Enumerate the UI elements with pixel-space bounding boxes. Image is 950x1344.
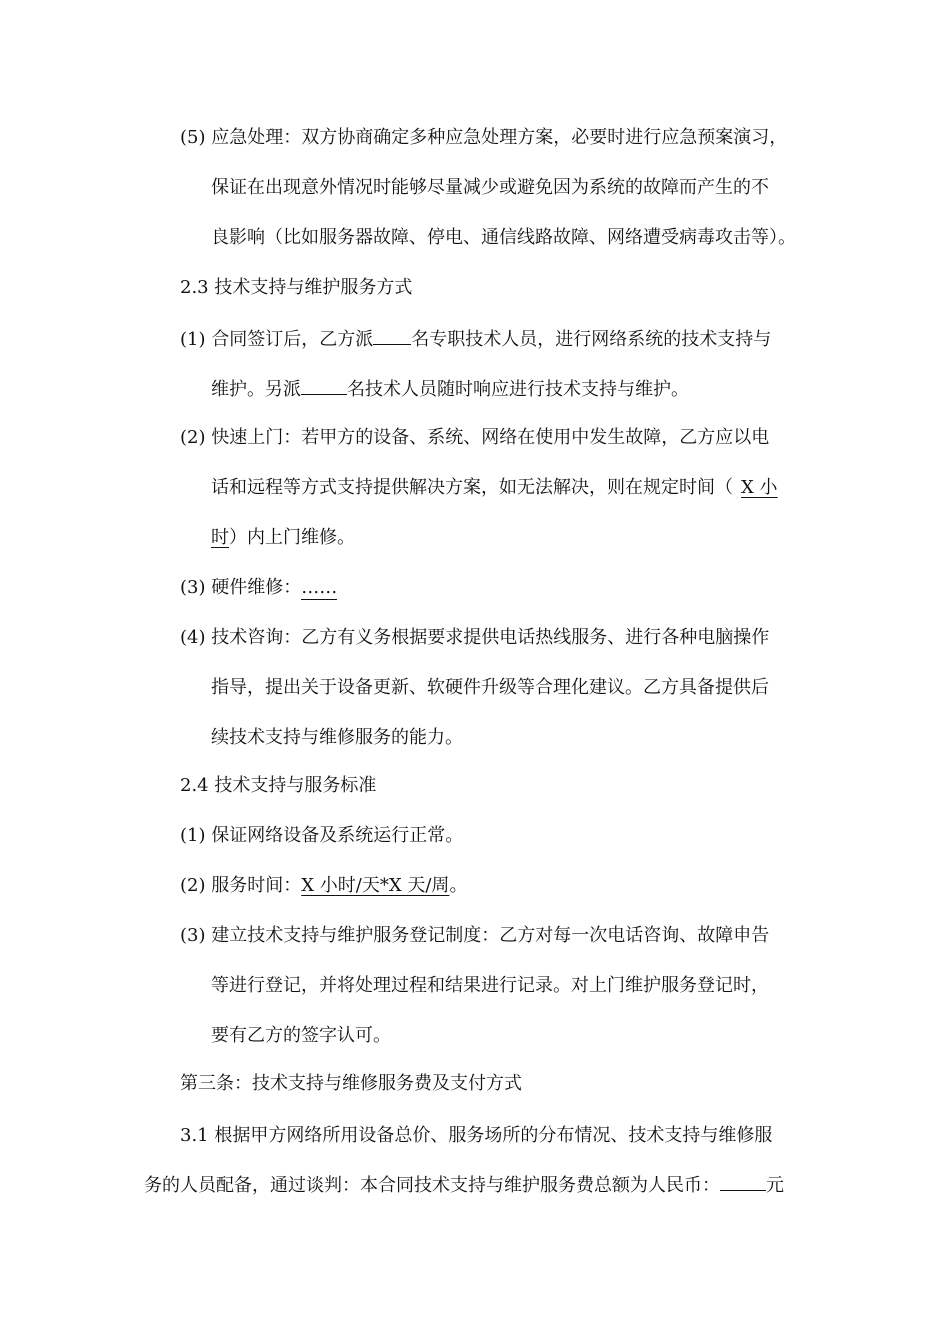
item-2-4-1	[180, 824, 463, 848]
item-2-4-3-line-3: 要有乙方的签字认可。	[211, 1025, 391, 1046]
item-2-3-2-line-2	[211, 476, 778, 500]
item-text: 。	[449, 875, 468, 896]
item-text: 建立技术支持与维护服务登记制度：乙方对每一次电话咨询、故障申告	[211, 925, 770, 946]
item-text: 技术咨询：乙方有义务根据要求提供电话热线服务、进行各种电脑操作	[211, 627, 770, 648]
item-text: 快速上门：若甲方的设备、系统、网络在使用中发生故障，乙方应以电	[211, 427, 770, 448]
item-number: (1)	[180, 329, 206, 350]
article-heading-3: 第三条：技术支持与维修服务费及支付方式	[180, 1073, 522, 1094]
item-number: (4)	[180, 627, 206, 648]
item-text: 应急处理：双方协商确定多种应急处理方案，必要时进行应急预案演习，	[211, 127, 788, 148]
underlined-value: X 小时/天*X 天/周	[301, 875, 450, 896]
section-heading-2-4: 2.4 技术支持与服务标准	[180, 775, 377, 796]
item-2-3-2-line-1	[180, 426, 769, 450]
fill-in-blank[interactable]	[373, 326, 411, 345]
clause-3-1-line-2	[144, 1172, 784, 1198]
item-text: 话和远程等方式支持提供解决方案，如无法解决，则在规定时间（	[211, 477, 733, 498]
item-2-3-4-line-3: 续技术支持与维修服务的能力。	[211, 727, 463, 748]
item-2-3-1-line-1	[180, 326, 771, 352]
item-5-line-1	[180, 126, 787, 150]
item-text: 元	[766, 1175, 784, 1196]
section-heading-2-3: 2.3 技术支持与维护服务方式	[180, 277, 413, 298]
underlined-value: X 小	[741, 477, 778, 498]
item-2-4-3-line-1	[180, 924, 769, 948]
item-number: (3)	[180, 577, 206, 598]
item-number: (5)	[180, 127, 206, 148]
item-number: (2)	[180, 875, 206, 896]
item-2-3-3	[180, 576, 337, 600]
item-number: (2)	[180, 427, 206, 448]
item-text: 保证网络设备及系统运行正常。	[211, 825, 464, 846]
clause-3-1-line-1: 3.1 根据甲方网络所用设备总价、服务场所的分布情况、技术支持与维修服	[180, 1125, 773, 1146]
item-text: 服务时间：	[211, 875, 302, 896]
item-5-line-2: 保证在出现意外情况时能够尽量减少或避免因为系统的故障而产生的不	[211, 177, 769, 198]
item-text: 名技术人员随时响应进行技术支持与维护。	[347, 379, 689, 400]
item-2-4-2	[180, 874, 467, 898]
item-2-3-4-line-1	[180, 626, 769, 650]
item-number: (3)	[180, 925, 206, 946]
item-text: 硬件维修：	[211, 577, 302, 598]
item-text: 合同签订后，乙方派	[211, 329, 374, 350]
item-text: 维护。另派	[211, 379, 301, 400]
item-2-3-4-line-2: 指导，提出关于设备更新、软硬件升级等合理化建议。乙方具备提供后	[211, 677, 769, 698]
item-number: (1)	[180, 825, 206, 846]
item-2-3-1-line-2	[211, 376, 689, 402]
item-text: ）内上门维修。	[229, 527, 355, 548]
item-2-4-3-line-2: 等进行登记，并将处理过程和结果进行记录。对上门维护服务登记时，	[211, 975, 769, 996]
item-2-3-2-line-3	[211, 526, 355, 550]
underlined-value: 时	[211, 527, 229, 548]
item-text: 务的人员配备，通过谈判：本合同技术支持与维护服务费总额为人民币：	[144, 1175, 720, 1196]
item-text: 名专职技术人员，进行网络系统的技术支持与	[411, 329, 772, 350]
ellipsis-placeholder: ……	[301, 577, 338, 598]
fill-in-blank[interactable]	[301, 376, 347, 395]
fill-in-blank[interactable]	[720, 1172, 766, 1191]
item-5-line-3: 良影响（比如服务器故障、停电、通信线路故障、网络遭受病毒攻击等）。	[211, 227, 796, 248]
